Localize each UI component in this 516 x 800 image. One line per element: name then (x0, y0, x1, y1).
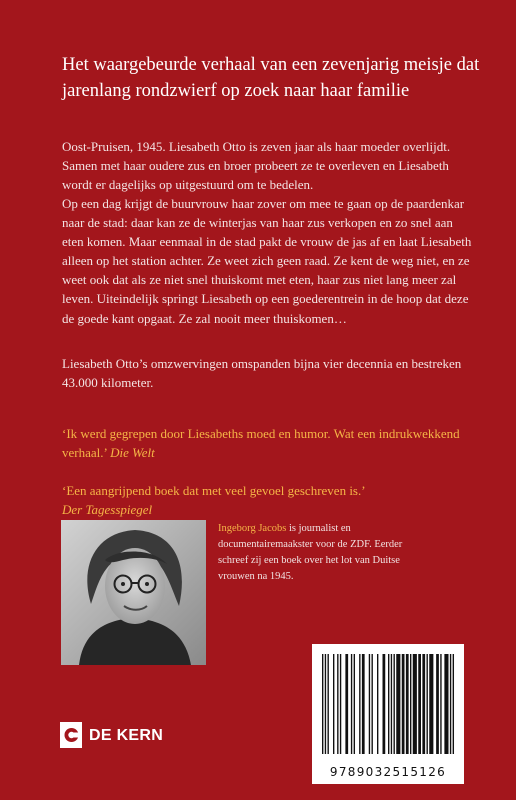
barcode-bar (340, 654, 341, 754)
barcode-bar (351, 654, 352, 754)
publisher-name: DE KERN (89, 727, 164, 744)
author-name: Ingeborg Jacobs (218, 523, 287, 534)
barcode-bar (396, 654, 400, 754)
barcode-bar (377, 654, 378, 754)
barcode-bar (453, 654, 454, 754)
barcode-bar (345, 654, 348, 754)
paragraph-main: Op een dag krijgt de buurvrouw haar zover om mee te gaan op de paardenkar naar de stad: daar kan ze de winterjas van haar zus verkopen en zo snel aan eten komen. Maar eenmaal in de stad pakt de vrouw de jas af en laat Liesabeth alleen op het station achter. Ze weet zich geen raad. Ze kent de weg niet, en ze weet ook dat als ze niet snel thuiskomt met eten, haar zus niet lang meer zal leven. Uiteindelijk springt Liesabeth op een goederentrein in de hoop dat deze de goede kant opgaat. Ze zal nooit meer thuiskomen… (62, 196, 472, 326)
barcode-bars (312, 644, 464, 764)
quote-source: Die Welt (110, 445, 155, 461)
barcode-bar (369, 654, 370, 754)
quote-text: ‘Ik werd gegrepen door Liesabeths moed en humor. Wat een indrukwekkend verhaal.’ (62, 426, 460, 461)
barcode-bar (429, 654, 433, 754)
barcode-bar (359, 654, 360, 754)
barcode-bar (391, 654, 392, 754)
barcode-bar (388, 654, 389, 754)
isbn-number: 9789032515126 (329, 765, 447, 779)
barcode-bar (427, 654, 428, 754)
barcode-bar (383, 654, 386, 754)
isbn-barcode (312, 644, 464, 784)
barcode-bar (413, 654, 417, 754)
barcode-bar (410, 654, 411, 754)
paragraph-intro: Oost-Pruisen, 1945. Liesabeth Otto is zeven jaar als haar moeder overlijdt. Samen met haar oudere zus en broer probeert ze te overleven en Liesabeth wordt er dagelijks op uitgestuurd om te bedelen. (62, 139, 451, 193)
barcode-bar (325, 654, 326, 754)
review-quote-2 (62, 481, 482, 519)
barcode-bar (406, 654, 409, 754)
author-description: is journalist en documentairemaakster voor de ZDF. Eerder schreef zij een boek over het lot van Duitse vrouwen na 1945. (218, 523, 403, 582)
barcode-bar (372, 654, 373, 754)
paragraph-travel: Liesabeth Otto’s omzwervingen omspanden bijna vier decennia en bestreken 43.000 kilometer. (62, 356, 462, 391)
barcode-bar (354, 654, 355, 754)
barcode-bar (444, 654, 448, 754)
barcode-bar (436, 654, 439, 754)
author-bio (218, 521, 428, 585)
barcode-bar (333, 654, 334, 754)
quote-source: Der Tagesspiegel (62, 502, 153, 518)
barcode-bar (337, 654, 338, 754)
publisher-logo-icon (60, 722, 82, 748)
barcode-bar (402, 654, 405, 754)
quote-text: ‘Een aangrijpend boek dat met veel gevoel geschreven is.’ (62, 483, 366, 498)
barcode-bar (328, 654, 329, 754)
cover-heading: Het waargebeurde verhaal van een zevenjarig meisje dat jarenlang rondzwierf op zoek naar haar familie (62, 55, 480, 101)
barcode-bar (394, 654, 395, 754)
barcode-bar (418, 654, 421, 754)
barcode-bar (440, 654, 441, 754)
barcode-bar (422, 654, 425, 754)
review-quote-1 (62, 424, 482, 462)
barcode-bar (450, 654, 451, 754)
barcode-bar (322, 654, 323, 754)
author-photo (61, 520, 206, 665)
barcode-bar (362, 654, 365, 754)
